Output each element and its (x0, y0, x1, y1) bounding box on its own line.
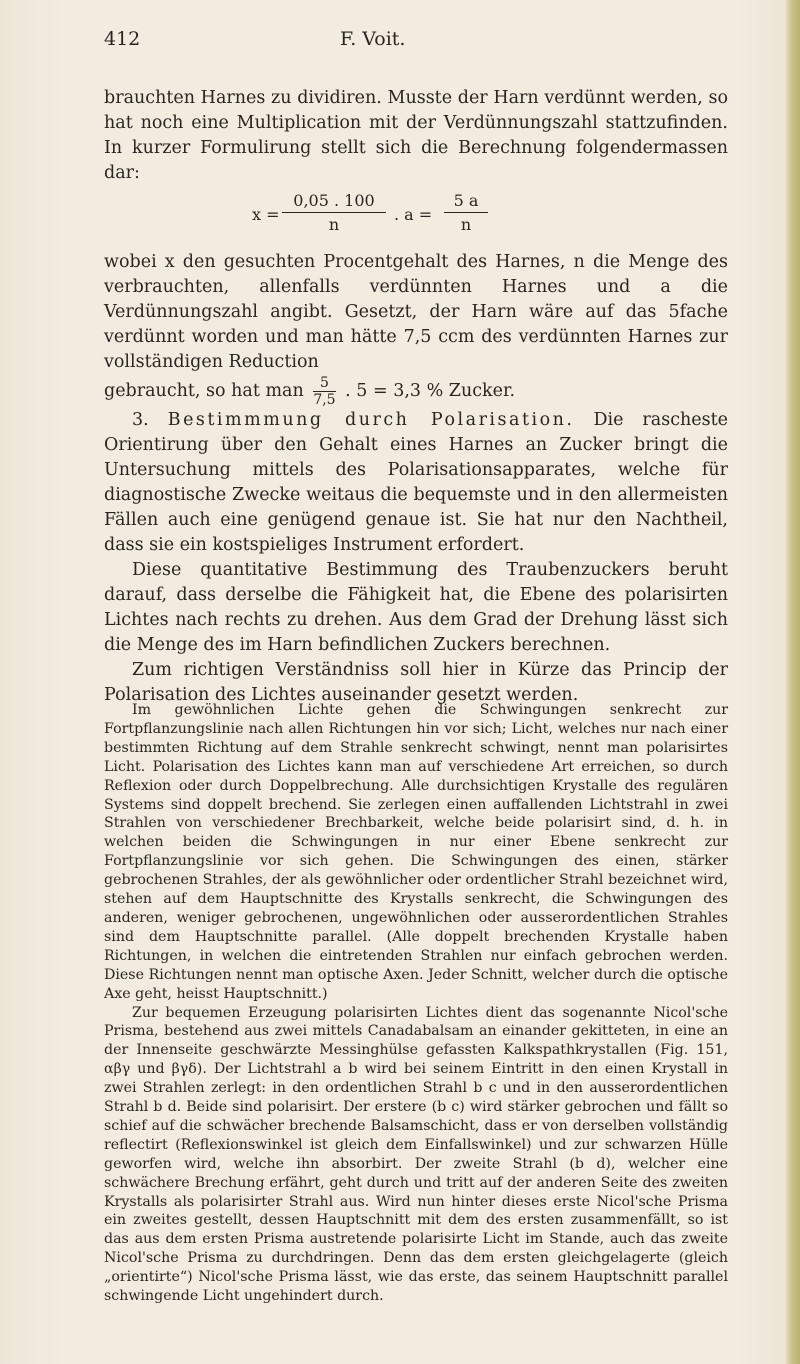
formula-fraction-2 (444, 190, 488, 237)
small-paragraph-nicol-prism: Zur bequemen Erzeugung polarisirten Lichtes dient das sogenannte Nicol'sche Prisma, bestehend aus zwei mittels Canadabalsam an einander gekitteten, in eine an der Innenseite geschwärzte Messinghülse gefassten Kalkspathkrystallen (Fig. 151, αβγ und βγδ). Der Lichtstrahl a b wird bei seinem Eintritt in den einen Krystall in zwei Strahlen zerlegt: in den ordentlichen Strahl b c und in den ausserordentlichen Strahl b d. Beide sind polarisirt. Der erstere (b c) wird stärker gebrochen und fällt so schief auf die schwächer brechende Balsamschicht, dass er von derselben vollständig reflectirt (Reflexionswinkel ist gleich dem Einfallswinkel) und zur schwarzen Hülle geworfen wird, welche ihn absorbirt. Der zweite Strahl (b d), welcher eine schwächere Brechung erfährt, geht durch und tritt auf der anderen Seite des zweiten Krystalls als polarisirter Strahl aus. Wird nun hinter dieses erste Nicol'sche Prisma ein zweites gestellt, dessen Hauptschnitt mit dem des ersten zusammenfällt, so ist das aus dem ersten Prisma austretende polarisirte Licht im Stande, auch das zweite Nicol'sche Prisma zu durchdringen. Denn das dem ersten gleichgelagerte (gleich „orientirte“) Nicol'sche Prisma lässt, wie das erste, das seinem Hauptschnitt parallel schwingende Licht ungehindert durch. (104, 1004, 728, 1305)
example-fraction-denominator: 7,5 (313, 392, 336, 408)
section-3-paragraph (104, 408, 728, 558)
example-fraction-numerator: 5 (313, 375, 335, 392)
running-head-author: F. Voit. (340, 28, 406, 50)
example-fraction (313, 375, 335, 408)
main-text (104, 86, 728, 708)
paragraph-intro: brauchten Harnes zu dividiren. Musste der Harn verdünnt werden, so hat noch eine Multiplication mit der Verdünnungszahl stattzufinden. In kurzer Formulirung stellt sich die Berechnung folgendermassen dar: (104, 88, 728, 183)
section-number: 3. (132, 410, 149, 430)
page-edge-shadow (786, 0, 800, 1364)
paragraph-explanation: Zum richtigen Verständniss soll hier in Kürze das Princip der Polarisation des Lichtes auseinander gesetzt werden. (104, 660, 728, 705)
fraction-2-numerator: 5 a (444, 190, 488, 213)
paragraph-definitions: wobei x den gesuchten Procentgehalt des Harnes, n die Menge des verbrauchten, allenfalls verdünnten Harnes und a die Verdünnungszahl angibt. Gesetzt, der Harn wäre auf das 5fache verdünnt worden und man hätte 7,5 ccm des verdünnten Harnes zur vollständigen Reduction (104, 252, 728, 372)
fraction-2-denominator: n (460, 215, 472, 234)
fraction-1-numerator: 0,05 . 100 (282, 190, 386, 213)
formula-lhs: x = (252, 205, 280, 224)
formula-times-a: . a = (394, 205, 433, 224)
paragraph-example (104, 375, 728, 408)
fraction-1-denominator: n (328, 215, 340, 234)
example-text-after: . 5 = 3,3 % Zucker. (345, 381, 516, 401)
formula-percent (104, 186, 728, 250)
page-number: 412 (104, 28, 141, 50)
example-text-before: gebraucht, so hat man (104, 381, 304, 401)
section-3-text: Die rascheste Orientirung über den Gehalt eines Harnes an Zucker bringt die Untersuchung mittels des Polarisationsapparates, welche für diagnostische Zwecke weitaus die bequemste und in den allermeisten Fällen auch eine genügend genaue ist. Sie hat nur den Nachtheil, dass sie ein kostspieliges Instrument erfordert. (104, 410, 728, 555)
section-heading: Bestimmmung durch Polarisation. (167, 410, 575, 430)
small-print-section (104, 701, 728, 1306)
running-header (104, 28, 704, 54)
small-paragraph-polarisation: Im gewöhnlichen Lichte gehen die Schwingungen senkrecht zur Fortpflanzungslinie nach allen Richtungen hin vor sich; Licht, welches nur nach einer bestimmten Richtung auf dem Strahle senkrecht schwingt, nennt man polarisirtes Licht. Polarisation des Lichtes kann man auf verschiedene Art erreichen, so durch Reflexion oder durch Doppelbrechung. Alle durchsichtigen Krystalle des regulären Systems sind doppelt brechend. Sie zerlegen einen auffallenden Lichtstrahl in zwei Strahlen von verschiedener Brechbarkeit, welche beide polarisirt sind, d. h. in welchen beiden die Schwingungen in nur einer Ebene senkrecht zur Fortpflanzungslinie vor sich gehen. Die Schwingungen des einen, stärker gebrochenen Strahles, der als gewöhnlicher oder ordentlicher Strahl bezeichnet wird, stehen auf dem Hauptschnitte des Krystalls senkrecht, die Schwingungen des anderen, weniger gebrochenen, ungewöhnlichen oder ausserordentlichen Strahles sind dem Hauptschnitte parallel. (Alle doppelt brechenden Krystalle haben Richtungen, in welchen die eintretenden Strahlen nur einfach gebrochen werden. Diese Richtungen nennt man optische Axen. Jeder Schnitt, welcher durch die optische Axe geht, heisst Hauptschnitt.) (104, 702, 728, 1002)
formula-fraction-1 (282, 190, 386, 237)
paragraph-principle: Diese quantitative Bestimmung des Traubenzuckers beruht darauf, dass derselbe die Fähigkeit hat, die Ebene des polarisirten Lichtes nach rechts zu drehen. Aus dem Grad der Drehung lässt sich die Menge des im Harn befindlichen Zuckers berechnen. (104, 560, 728, 655)
